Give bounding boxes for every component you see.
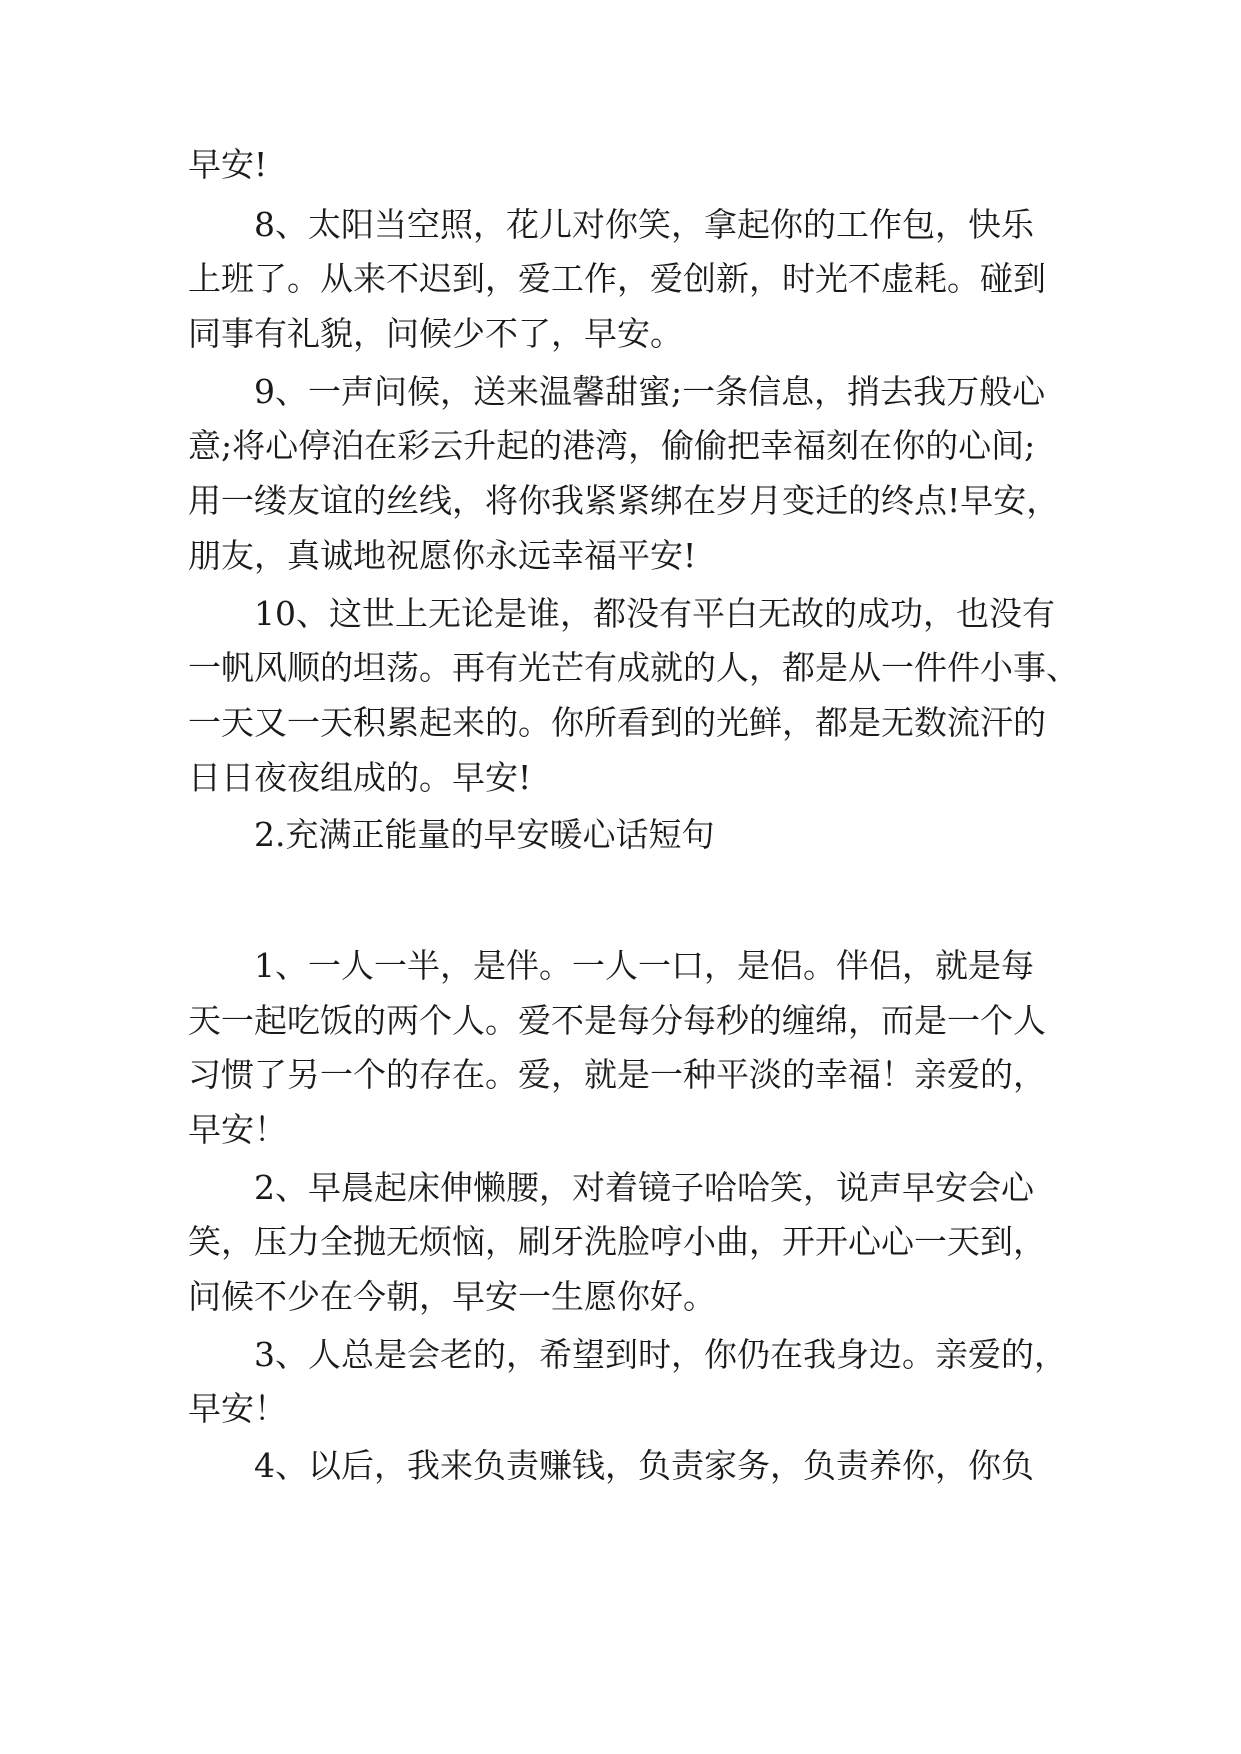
text-line: 9、一声问候，送来温馨甜蜜;一条信息，捎去我万般心 bbox=[254, 372, 1046, 411]
text-line: 笑，压力全抛无烦恼，刷牙洗脸哼小曲，开开心心一天到， bbox=[188, 1222, 1046, 1261]
text-line: 一帆风顺的坦荡。再有光芒有成就的人，都是从一件件小事、 bbox=[188, 648, 1079, 687]
text-line: 1、一人一半，是伴。一人一口，是侣。伴侣，就是每 bbox=[254, 946, 1034, 985]
text-line: 上班了。从来不迟到，爱工作，爱创新，时光不虚耗。碰到 bbox=[188, 259, 1046, 298]
text-line: 同事有礼貌，问候少不了，早安。 bbox=[188, 314, 683, 353]
text-line: 10、这世上无论是谁，都没有平白无故的成功，也没有 bbox=[254, 594, 1055, 633]
text-line: 用一缕友谊的丝线，将你我紧紧绑在岁月变迁的终点!早安， bbox=[188, 481, 1060, 520]
text-line: 意;将心停泊在彩云升起的港湾，偷偷把幸福刻在你的心间; bbox=[188, 426, 1036, 465]
text-line: 3、人总是会老的，希望到时，你仍在我身边。亲爱的， bbox=[254, 1335, 1067, 1374]
text-line: 8、太阳当空照，花儿对你笑，拿起你的工作包，快乐 bbox=[254, 205, 1034, 244]
text-line: 早安！ bbox=[188, 1389, 287, 1428]
text-line: 早安！ bbox=[188, 1110, 287, 1149]
section-heading: 2.充满正能量的早安暖心话短句 bbox=[254, 815, 715, 854]
text-line: 问候不少在今朝，早安一生愿你好。 bbox=[188, 1277, 716, 1316]
text-line: 2、早晨起床伸懒腰，对着镜子哈哈笑，说声早安会心 bbox=[254, 1168, 1034, 1207]
text-line: 天一起吃饭的两个人。爱不是每分每秒的缠绵，而是一个人 bbox=[188, 1001, 1046, 1040]
text-line: 4、以后，我来负责赚钱，负责家务，负责养你，你负 bbox=[254, 1446, 1034, 1485]
text-line: 一天又一天积累起来的。你所看到的光鲜，都是无数流汗的 bbox=[188, 703, 1046, 742]
text-line: 日日夜夜组成的。早安! bbox=[188, 758, 532, 797]
text-line: 早安! bbox=[188, 145, 268, 184]
text-line: 习惯了另一个的存在。爱，就是一种平淡的幸福！亲爱的， bbox=[188, 1055, 1046, 1094]
text-line: 朋友，真诚地祝愿你永远幸福平安! bbox=[188, 536, 697, 575]
